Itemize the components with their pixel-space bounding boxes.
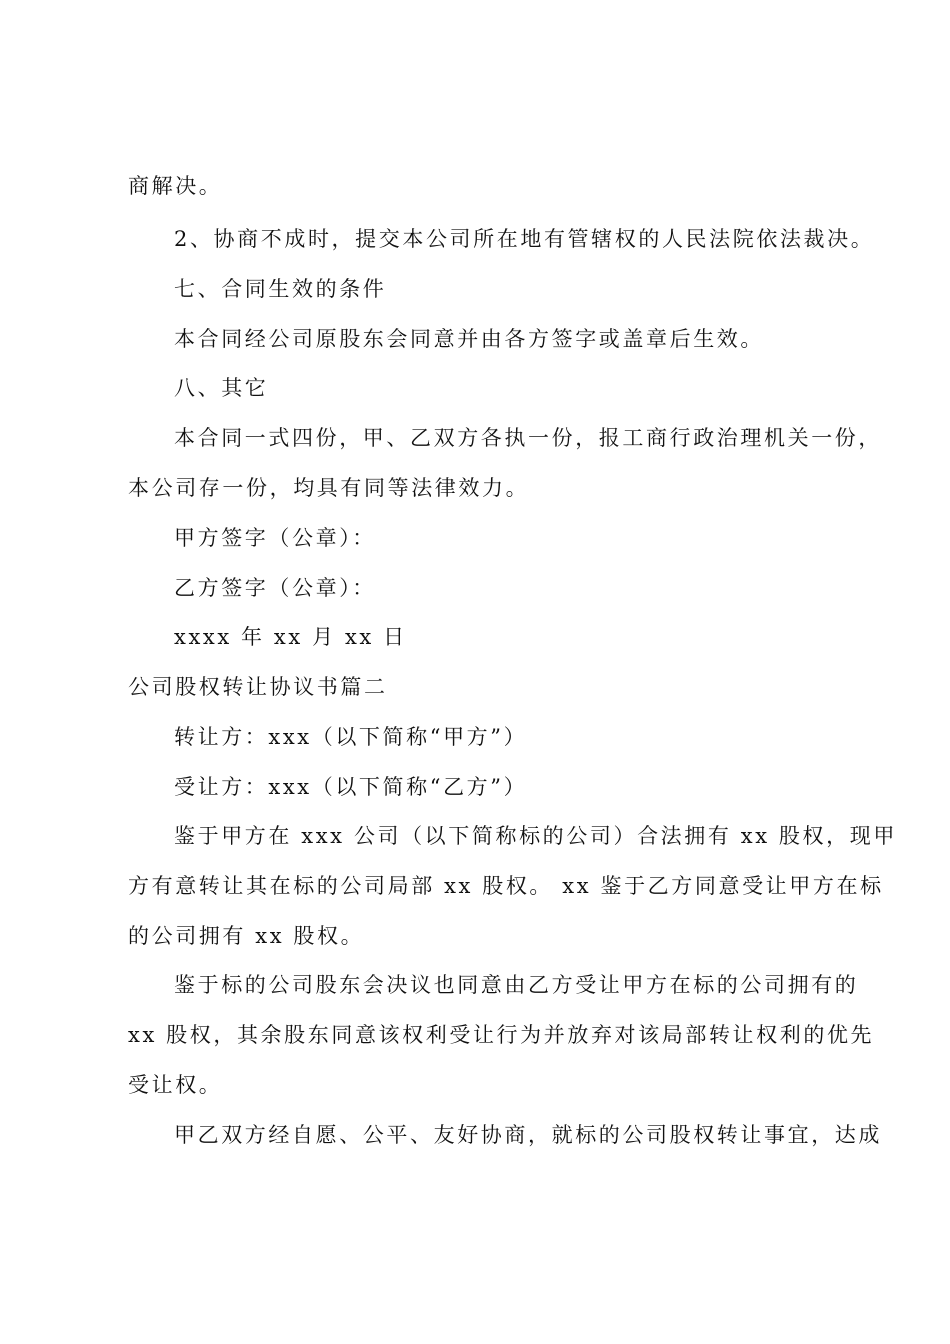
paragraph-line: 鉴于甲方在 xxx 公司（以下简称标的公司）合法拥有 xx 股权，现甲: [174, 824, 897, 848]
paragraph-line: 商解决。: [128, 174, 223, 198]
transferor-line: 转让方：xxx（以下简称“甲方”）: [174, 725, 528, 749]
paragraph-line: 本公司存一份，均具有同等法律效力。: [128, 476, 530, 500]
paragraph-line: 受让权。: [128, 1073, 223, 1097]
paragraph-line: 本合同一式四份，甲、乙双方各执一份，报工商行政治理机关一份，: [174, 426, 882, 450]
section-heading: 八、其它: [174, 376, 269, 400]
date-line: xxxx 年 xx 月 xx 日: [174, 625, 407, 649]
signature-line-party-a: 甲方签字（公章）：: [174, 526, 376, 550]
paragraph-line: 本合同经公司原股东会同意并由各方签字或盖章后生效。: [174, 327, 764, 351]
paragraph-line: 方有意转让其在标的公司局部 xx 股权。 xx 鉴于乙方同意受让甲方在标: [128, 874, 884, 898]
paragraph-line: 甲乙双方经自愿、公平、友好协商，就标的公司股权转让事宜，达成: [174, 1123, 882, 1147]
section-heading: 七、合同生效的条件: [174, 277, 387, 301]
signature-line-party-b: 乙方签字（公章）：: [174, 576, 376, 600]
paragraph-line: 鉴于标的公司股东会决议也同意由乙方受让甲方在标的公司拥有的: [174, 973, 859, 997]
transferee-line: 受让方：xxx（以下简称“乙方”）: [174, 775, 528, 799]
document-title: 公司股权转让协议书篇二: [128, 675, 388, 699]
paragraph-line: xx 股权，其余股东同意该权利受让行为并放弃对该局部转让权利的优先: [128, 1023, 875, 1047]
paragraph-line: 的公司拥有 xx 股权。: [128, 924, 365, 948]
paragraph-line: 2、协商不成时，提交本公司所在地有管辖权的人民法院依法裁决。: [174, 227, 875, 251]
